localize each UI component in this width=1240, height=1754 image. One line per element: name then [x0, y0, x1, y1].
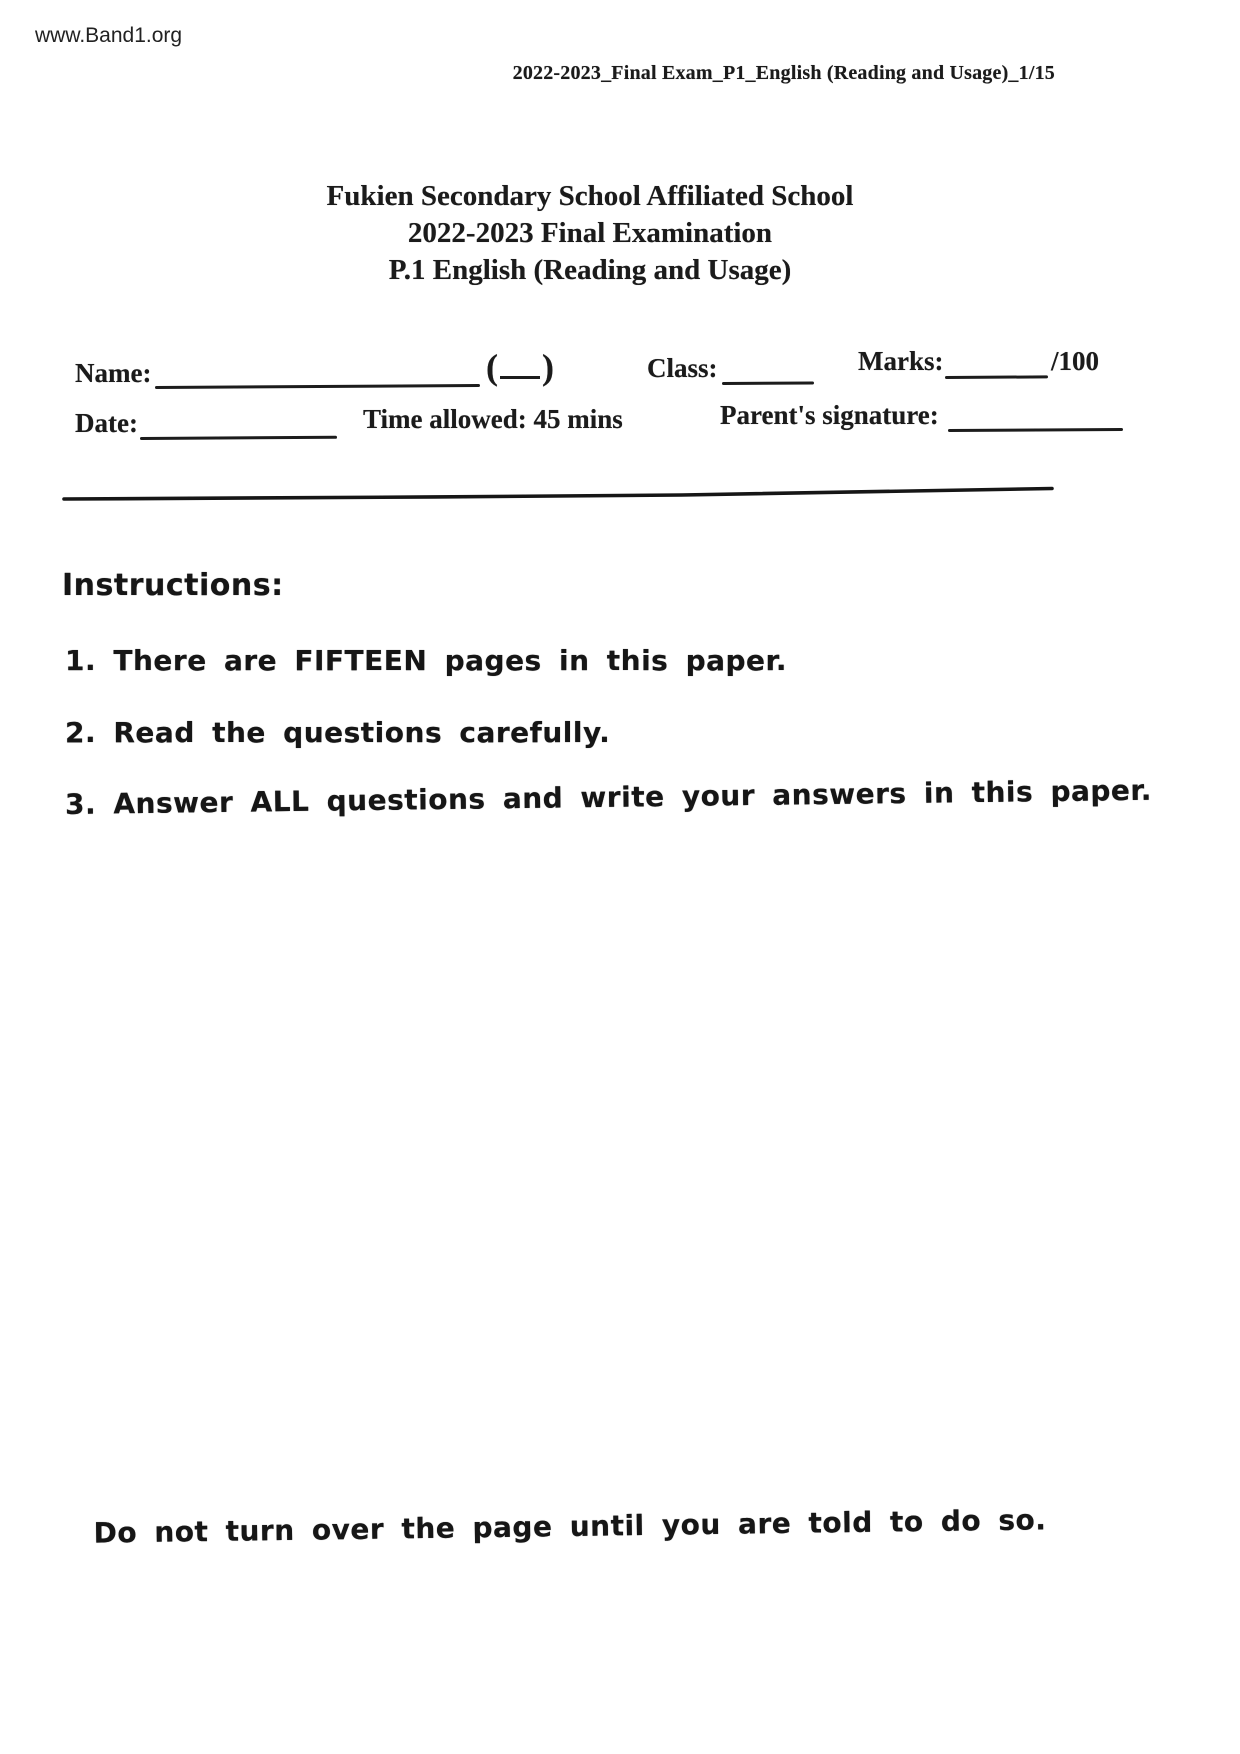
header-document-reference: 2022-2023_Final Exam_P1_English (Reading and Usage)_1/15 — [512, 62, 1055, 84]
class-number-paren-close: ) — [542, 347, 554, 387]
parent-signature-label: Parent's signature: — [720, 400, 939, 430]
footer-notice: Do not turn over the page until you are told to do so. — [93, 1503, 1047, 1550]
instruction-item-2: 2. Read the questions carefully. — [65, 716, 611, 749]
date-label: Date: — [75, 408, 138, 438]
class-field-line — [722, 381, 814, 385]
class-number-field-line — [500, 346, 540, 379]
separator-line — [62, 486, 1054, 504]
marks-total: /100 — [1051, 346, 1100, 376]
instructions-heading: Instructions: — [62, 568, 284, 603]
name-label: Name: — [75, 358, 152, 388]
marks-label: Marks: — [858, 346, 944, 376]
date-field-line — [140, 436, 337, 440]
watermark-url: www.Band1.org — [35, 24, 183, 47]
exam-name: 2022-2023 Final Examination — [407, 217, 773, 249]
time-allowed-label: Time allowed: 45 mins — [363, 404, 623, 434]
class-number-parens — [486, 346, 554, 388]
name-field-line — [155, 384, 480, 389]
title-block — [0, 178, 1180, 289]
paper-subject: P.1 English (Reading and Usage) — [388, 254, 792, 286]
school-name: Fukien Secondary School Affiliated School — [326, 180, 854, 212]
instruction-item-1: 1. There are FIFTEEN pages in this paper. — [65, 644, 788, 677]
parent-signature-field-line — [948, 428, 1123, 432]
class-label: Class: — [647, 353, 718, 383]
class-number-paren-open: ( — [486, 347, 498, 387]
instruction-item-3: 3. Answer ALL questions and write your answers in this paper. — [64, 773, 1153, 821]
marks-field-line — [945, 375, 1048, 379]
